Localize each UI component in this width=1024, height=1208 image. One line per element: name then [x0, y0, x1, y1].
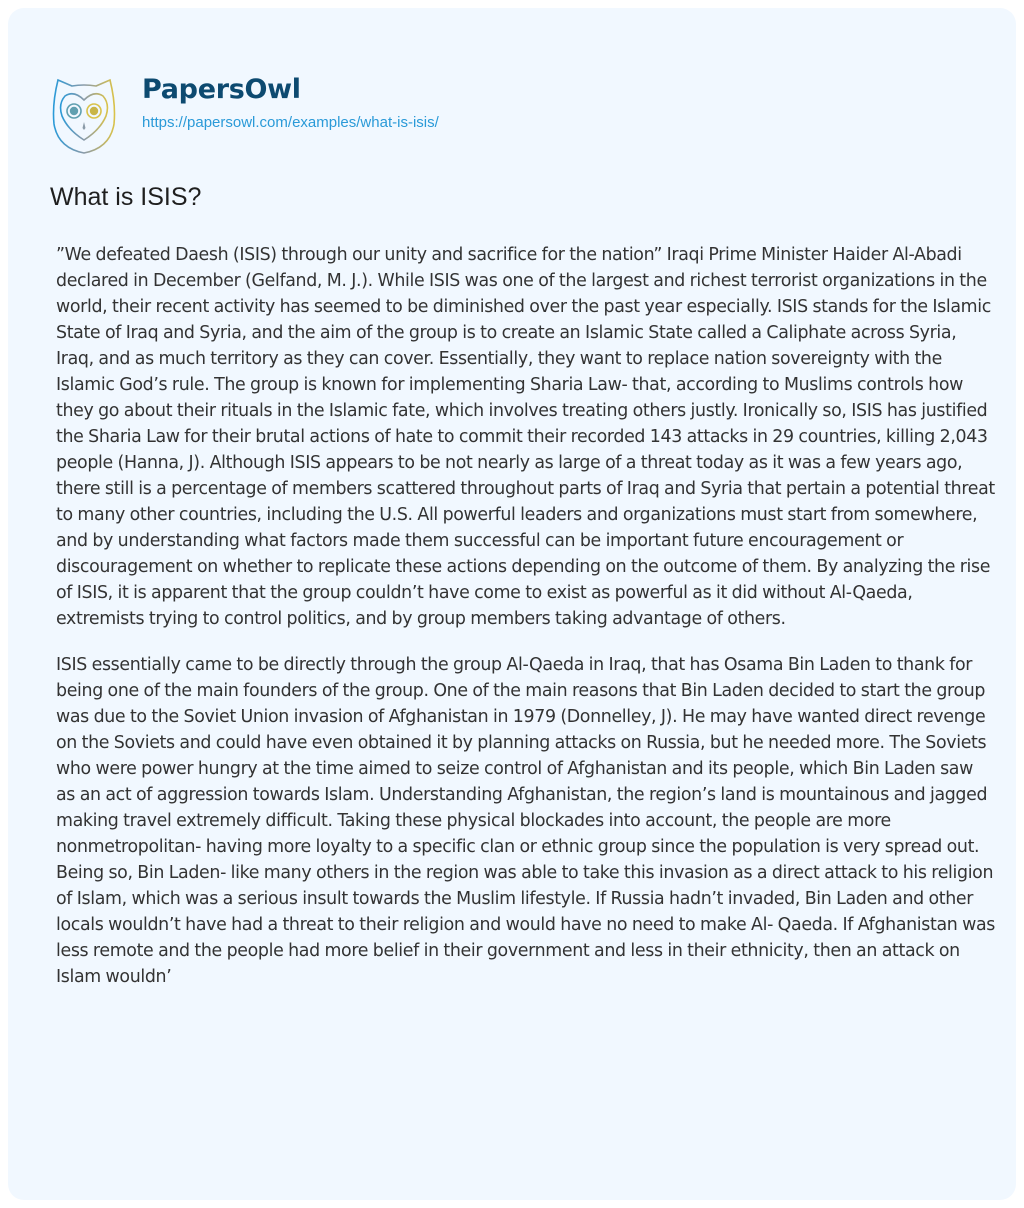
essay-body: [56, 242, 996, 1010]
paragraph: ISIS essentially came to be directly through the group Al-Qaeda in Iraq, that has Osama Bin Laden to thank for being one of the main founders of the group. One of the main reasons that Bin Laden decided to start the group was due to the Soviet Union invasion of Afghanistan in 1979 (Donnelley, J). He may have wanted direct revenge on the Soviets and could have even obtained it by planning attacks on Russia, but he needed more. The Soviets who were power hungry at the time aimed to seize control of Afghanistan and its people, which Bin Laden saw as an act of aggression towards Islam. Understanding Afghanistan, the region’s land is mountainous and jagged making travel extremely difficult. Taking these physical blockades into account, the people are more nonmetropolitan- having more loyalty to a specific clan or ethnic group since the population is very spread out. Being so, Bin Laden- like many others in the region was able to take this invasion as a direct attack to his religion of Islam, which was a serious insult towards the Muslim lifestyle. If Russia hadn’t invaded, Bin Laden and other locals wouldn’t have had a threat to their religion and would have no need to make Al- Qaeda. If Afghanistan was less remote and the people had more belief in their government and less in their ethnicity, then an attack on Islam wouldn’: [56, 655, 996, 987]
paragraph: ”We defeated Daesh (ISIS) through our unity and sacrifice for the nation” Iraqi Prime Minister Haider Al-Abadi declared in December (Gelfand, M. J.). While ISIS was one of the largest and richest terrorist organizations in the world, their recent activity has seemed to be diminished over the past year especially. ISIS stands for the Islamic State of Iraq and Syria, and the aim of the group is to create an Islamic State called a Caliphate across Syria, Iraq, and as much territory as they can cover. Essentially, they want to replace nation sovereignty with the Islamic God’s rule. The group is known for implementing Sharia Law- that, according to Muslims controls how they go about their rituals in the Islamic fate, which involves treating others justly. Ironically so, ISIS has justified the Sharia Law for their brutal actions of hate to commit their recorded 143 attacks in 29 countries, killing 2,043 people (Hanna, J). Although ISIS appears to be not nearly as large of a threat today as it was a few years ago, there still is a percentage of members scattered throughout parts of Iraq and Syria that pertain a potential threat to many other countries, including the U.S. All powerful leaders and organizations must start from somewhere, and by understanding what factors made them successful can be important future encouragement or discouragement on whether to replicate these actions depending on the outcome of them. By analyzing the rise of ISIS, it is apparent that the group couldn’t have come to exist as powerful as it did without Al-Qaeda, extremists trying to control politics, and by group members taking advantage of others.: [56, 245, 995, 629]
brand-block: [142, 74, 439, 133]
page-title: What is ISIS?: [50, 183, 202, 211]
site-header: [50, 74, 439, 156]
brand-name: PapersOwl: [142, 74, 301, 105]
document-card: [8, 8, 1016, 1200]
page-url-link[interactable]: https://papersowl.com/examples/what-is-isis/: [142, 114, 439, 131]
owl-logo-icon: [50, 74, 118, 156]
